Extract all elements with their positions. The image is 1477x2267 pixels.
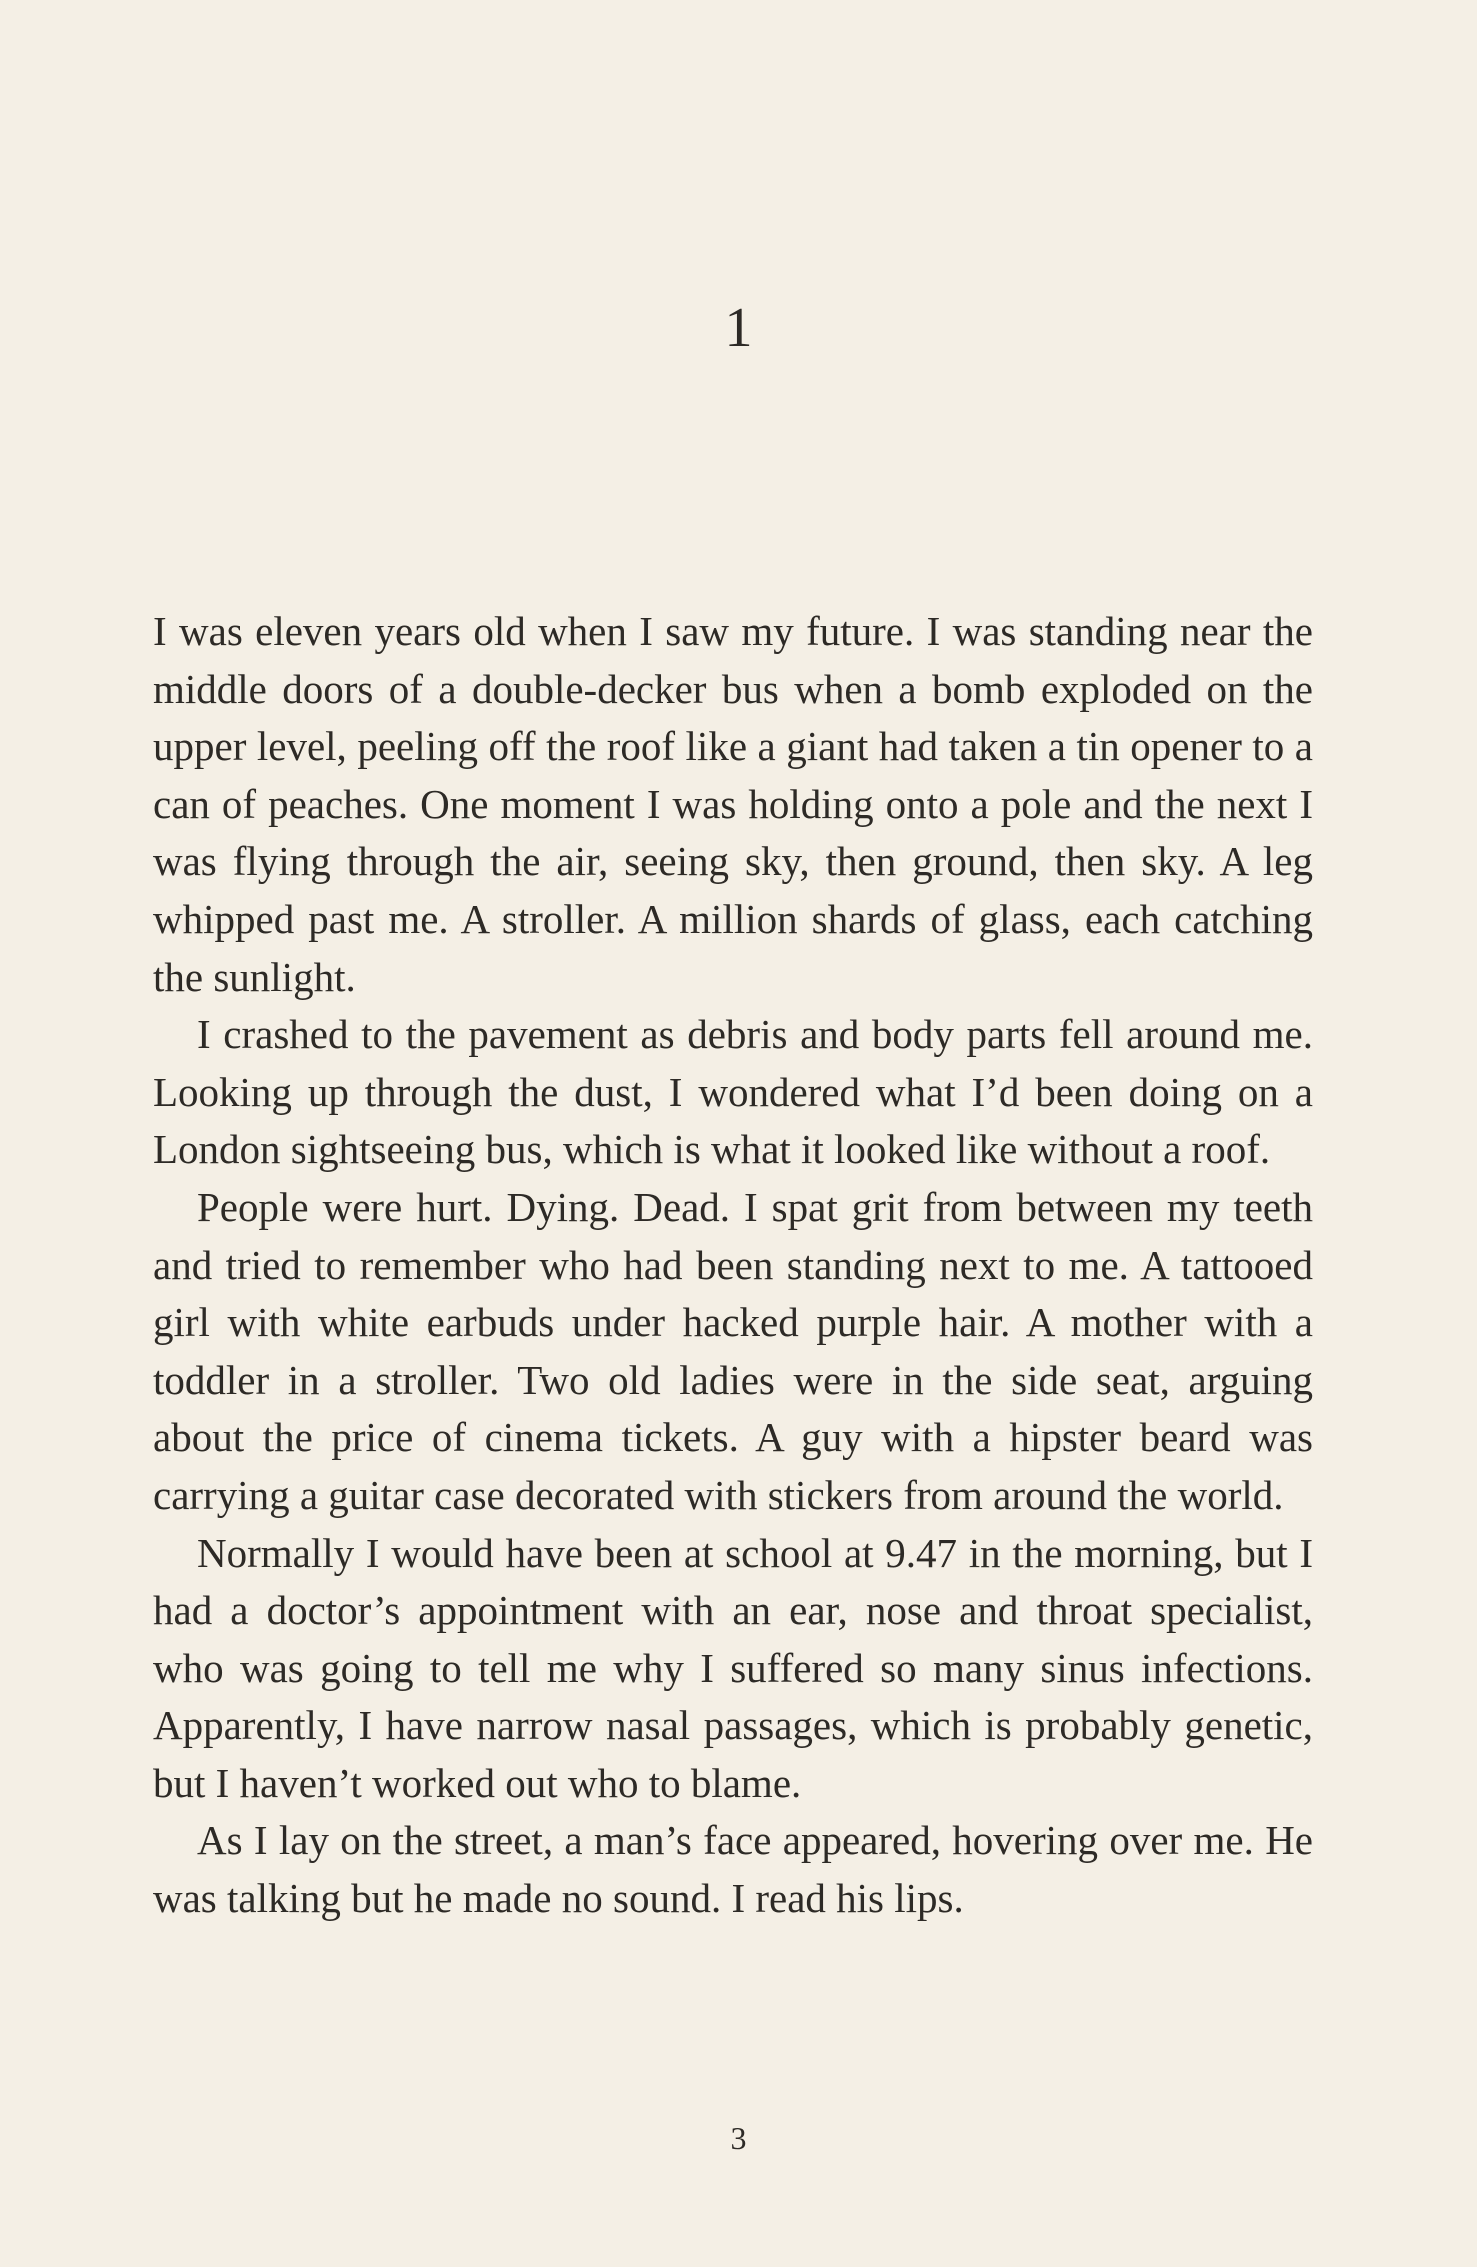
paragraph-2: I crashed to the pavement as debris and body parts fell around me. Looking up through the dust, I wondered what I’d been doing on a London sightseeing bus, which is what it looked like without a roof. xyxy=(153,1011,1313,1173)
paragraph-3: People were hurt. Dying. Dead. I spat grit from between my teeth and tried to remember who had been standing next to me. A tattooed girl with white earbuds under hacked purple hair. A mother with a toddler in a stroller. Two old ladies were in the side seat, arguing about the price of cinema tickets. A guy with a hipster beard was carrying a guitar case decorated with stickers from around the world. xyxy=(153,1183,1313,1518)
paragraph-4: Normally I would have been at school at 9.47 in the morning, but I had a doctor’s appointment with an ear, nose and throat specialist, who was going to tell me why I suffered so many sinus infections. Apparently, I have narrow nasal passages, which is probably genetic, but I haven’t worked out who to blame. xyxy=(153,1529,1313,1806)
chapter-number: 1 xyxy=(724,297,753,359)
body-text xyxy=(153,603,1313,1928)
paragraph-5: As I lay on the street, a man’s face appeared, hovering over me. He was talking but he made no sound. I read his lips. xyxy=(153,1817,1313,1922)
paragraph-1: I was eleven years old when I saw my future. I was standing near the middle doors of a double-decker bus when a bomb exploded on the upper level, peeling off the roof like a giant had taken a tin opener to a can of peaches. One moment I was holding onto a pole and the next I was flying through the air, seeing sky, then ground, then sky. A leg whipped past me. A stroller. A million shards of glass, each catching the sunlight. xyxy=(153,608,1313,1000)
page-number: 3 xyxy=(730,2120,747,2156)
